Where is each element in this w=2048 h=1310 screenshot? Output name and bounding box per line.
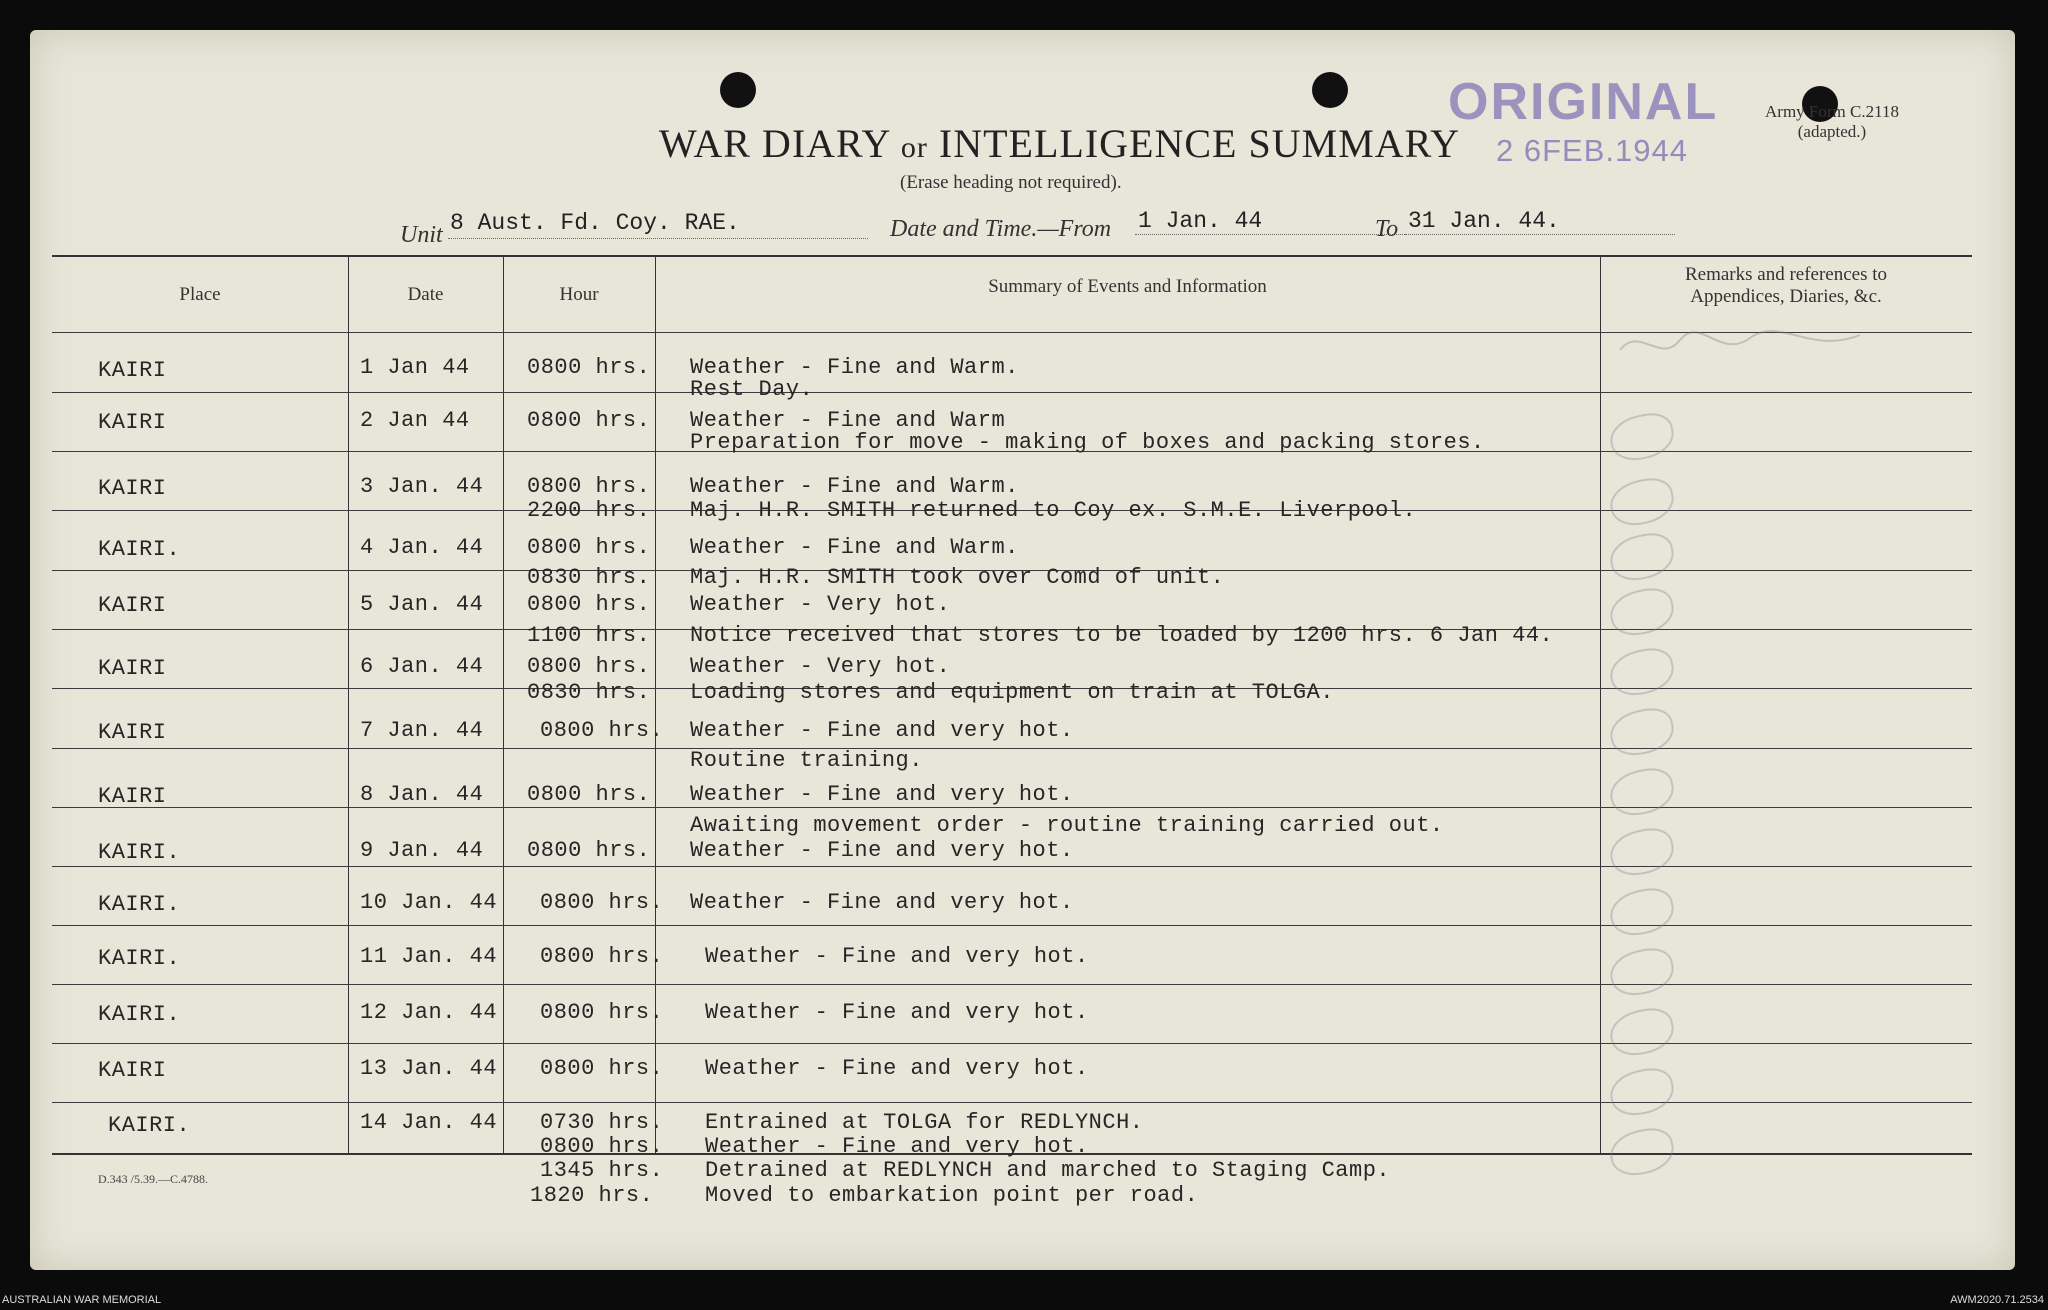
- date-cell: 5 Jan. 44: [360, 592, 484, 617]
- hour-cell: 0730 hrs.: [540, 1110, 664, 1135]
- column-divider: [348, 255, 349, 1153]
- hour-cell: 0800 hrs.: [527, 408, 651, 433]
- place-cell: KAIRI: [98, 720, 167, 745]
- hour-cell: 1345 hrs.: [540, 1158, 664, 1183]
- summary-cell: Weather - Fine and very hot.: [690, 838, 1074, 863]
- initials-mark: [1606, 1124, 1678, 1180]
- date-cell: 6 Jan. 44: [360, 654, 484, 679]
- initials-mark: [1606, 764, 1678, 820]
- place-cell: KAIRI: [98, 358, 167, 383]
- hour-cell: 0800 hrs.: [540, 1134, 664, 1159]
- date-cell: 10 Jan. 44: [360, 890, 498, 915]
- summary-cell: Weather - Fine and very hot.: [705, 1056, 1089, 1081]
- hour-cell: 1820 hrs.: [530, 1183, 654, 1208]
- date-cell: 14 Jan. 44: [360, 1110, 498, 1135]
- punch-hole: [1312, 72, 1348, 108]
- hour-cell: 0800 hrs.: [527, 474, 651, 499]
- column-divider: [1600, 255, 1601, 1153]
- date-cell: 1 Jan 44: [360, 355, 470, 380]
- date-cell: 2 Jan 44: [360, 408, 470, 433]
- date-to-label: To: [1375, 216, 1399, 242]
- place-cell: KAIRI.: [98, 537, 181, 562]
- hour-cell: 0800 hrs.: [540, 1000, 664, 1025]
- hour-cell: 0800 hrs.: [540, 944, 664, 969]
- hour-cell: 0800 hrs.: [527, 782, 651, 807]
- page-title: WAR DIARY or INTELLIGENCE SUMMARY: [659, 121, 1460, 166]
- place-cell: KAIRI.: [98, 892, 181, 917]
- summary-cell: Entrained at TOLGA for REDLYNCH.: [705, 1110, 1144, 1135]
- summary-cell: Preparation for move - making of boxes and packing stores.: [690, 430, 1485, 455]
- summary-cell: Weather - Fine and Warm.: [690, 355, 1019, 380]
- summary-cell: Weather - Fine and Warm: [690, 408, 1006, 433]
- hour-cell: 0830 hrs.: [527, 680, 651, 705]
- summary-cell: Maj. H.R. SMITH returned to Coy ex. S.M.E. Liverpool.: [690, 498, 1417, 523]
- form-code: D.343 /5.39.—C.4788.: [98, 1172, 209, 1186]
- date-cell: 8 Jan. 44: [360, 782, 484, 807]
- summary-cell: Weather - Fine and very hot.: [690, 718, 1074, 743]
- date-cell: 9 Jan. 44: [360, 838, 484, 863]
- hour-cell: 0800 hrs.: [540, 890, 664, 915]
- col-header-place: Place: [179, 284, 221, 305]
- date-cell: 7 Jan. 44: [360, 718, 484, 743]
- initials-mark: [1606, 529, 1678, 585]
- date-to-value: 31 Jan. 44.: [1408, 208, 1560, 234]
- hour-cell: 0800 hrs.: [527, 654, 651, 679]
- place-cell: KAIRI.: [108, 1113, 191, 1138]
- hour-cell: 0800 hrs.: [540, 1056, 664, 1081]
- summary-cell: Loading stores and equipment on train at TOLGA.: [690, 680, 1335, 705]
- unit-value: 8 Aust. Fd. Coy. RAE.: [450, 210, 740, 236]
- summary-cell: Awaiting movement order - routine training carried out.: [690, 813, 1444, 838]
- hour-cell: 0800 hrs.: [527, 838, 651, 863]
- initials-mark: [1606, 644, 1678, 700]
- unit-label: Unit: [400, 222, 443, 248]
- hour-cell: 0800 hrs.: [527, 535, 651, 560]
- punch-hole: [720, 72, 756, 108]
- original-stamp: ORIGINAL: [1448, 73, 1719, 131]
- place-cell: KAIRI.: [98, 840, 181, 865]
- summary-cell: Notice received that stores to be loaded by 1200 hrs. 6 Jan 44.: [690, 623, 1554, 648]
- place-cell: KAIRI: [98, 593, 167, 618]
- summary-cell: Weather - Fine and very hot.: [705, 1134, 1089, 1159]
- archive-credit: AUSTRALIAN WAR MEMORIAL: [2, 1294, 162, 1306]
- summary-cell: Weather - Fine and very hot.: [705, 944, 1089, 969]
- date-stamp: 2 6FEB.1944: [1496, 133, 1688, 168]
- col-header-summary: Summary of Events and Information: [988, 276, 1267, 297]
- initials-mark: [1606, 944, 1678, 1000]
- place-cell: KAIRI: [98, 656, 167, 681]
- signature-mark: [1610, 320, 1890, 370]
- summary-cell: Rest Day.: [690, 377, 814, 402]
- summary-cell: Weather - Fine and very hot.: [690, 890, 1074, 915]
- initials-mark: [1606, 409, 1678, 465]
- col-header-hour: Hour: [559, 284, 599, 305]
- summary-cell: Weather - Very hot.: [690, 592, 951, 617]
- column-divider: [503, 255, 504, 1153]
- summary-cell: Weather - Very hot.: [690, 654, 951, 679]
- army-form-number: Army Form C.2118 (adapted.): [1765, 102, 1899, 141]
- summary-cell: Moved to embarkation point per road.: [705, 1183, 1199, 1208]
- date-from-value: 1 Jan. 44: [1138, 208, 1263, 234]
- initials-mark: [1606, 1004, 1678, 1060]
- date-cell: 11 Jan. 44: [360, 944, 498, 969]
- initials-mark: [1606, 704, 1678, 760]
- hour-cell: 0800 hrs.: [527, 355, 651, 380]
- date-cell: 4 Jan. 44: [360, 535, 484, 560]
- summary-cell: Detrained at REDLYNCH and marched to Staging Camp.: [705, 1158, 1391, 1183]
- summary-cell: Weather - Fine and Warm.: [690, 474, 1019, 499]
- summary-cell: Weather - Fine and very hot.: [705, 1000, 1089, 1025]
- place-cell: KAIRI: [98, 1058, 167, 1083]
- accession-number: AWM2020.71.2534: [1950, 1294, 2044, 1306]
- summary-cell: Maj. H.R. SMITH took over Comd of unit.: [690, 565, 1225, 590]
- date-cell: 3 Jan. 44: [360, 474, 484, 499]
- date-cell: 12 Jan. 44: [360, 1000, 498, 1025]
- date-from-label: Date and Time.—From: [890, 216, 1112, 242]
- page-subtitle: (Erase heading not required).: [900, 172, 1122, 193]
- summary-cell: Weather - Fine and Warm.: [690, 535, 1019, 560]
- initials-mark: [1606, 1064, 1678, 1120]
- diary-page: [30, 30, 2015, 1270]
- hour-cell: 2200 hrs.: [527, 498, 651, 523]
- place-cell: KAIRI: [98, 410, 167, 435]
- initials-mark: [1606, 474, 1678, 530]
- place-cell: KAIRI: [98, 784, 167, 809]
- col-header-remarks: Remarks and references to Appendices, Diaries, &c.: [1684, 264, 1888, 307]
- summary-cell: Routine training.: [690, 748, 923, 773]
- date-cell: 13 Jan. 44: [360, 1056, 498, 1081]
- place-cell: KAIRI.: [98, 1002, 181, 1027]
- initials-mark: [1606, 884, 1678, 940]
- hour-cell: 1100 hrs.: [527, 623, 651, 648]
- place-cell: KAIRI.: [98, 946, 181, 971]
- hour-cell: 0800 hrs.: [540, 718, 664, 743]
- table-top-rule: [52, 255, 1972, 257]
- initials-mark: [1606, 584, 1678, 640]
- initials-mark: [1606, 824, 1678, 880]
- hour-cell: 0830 hrs.: [527, 565, 651, 590]
- hour-cell: 0800 hrs.: [527, 592, 651, 617]
- place-cell: KAIRI: [98, 476, 167, 501]
- col-header-date: Date: [407, 284, 444, 305]
- summary-cell: Weather - Fine and very hot.: [690, 782, 1074, 807]
